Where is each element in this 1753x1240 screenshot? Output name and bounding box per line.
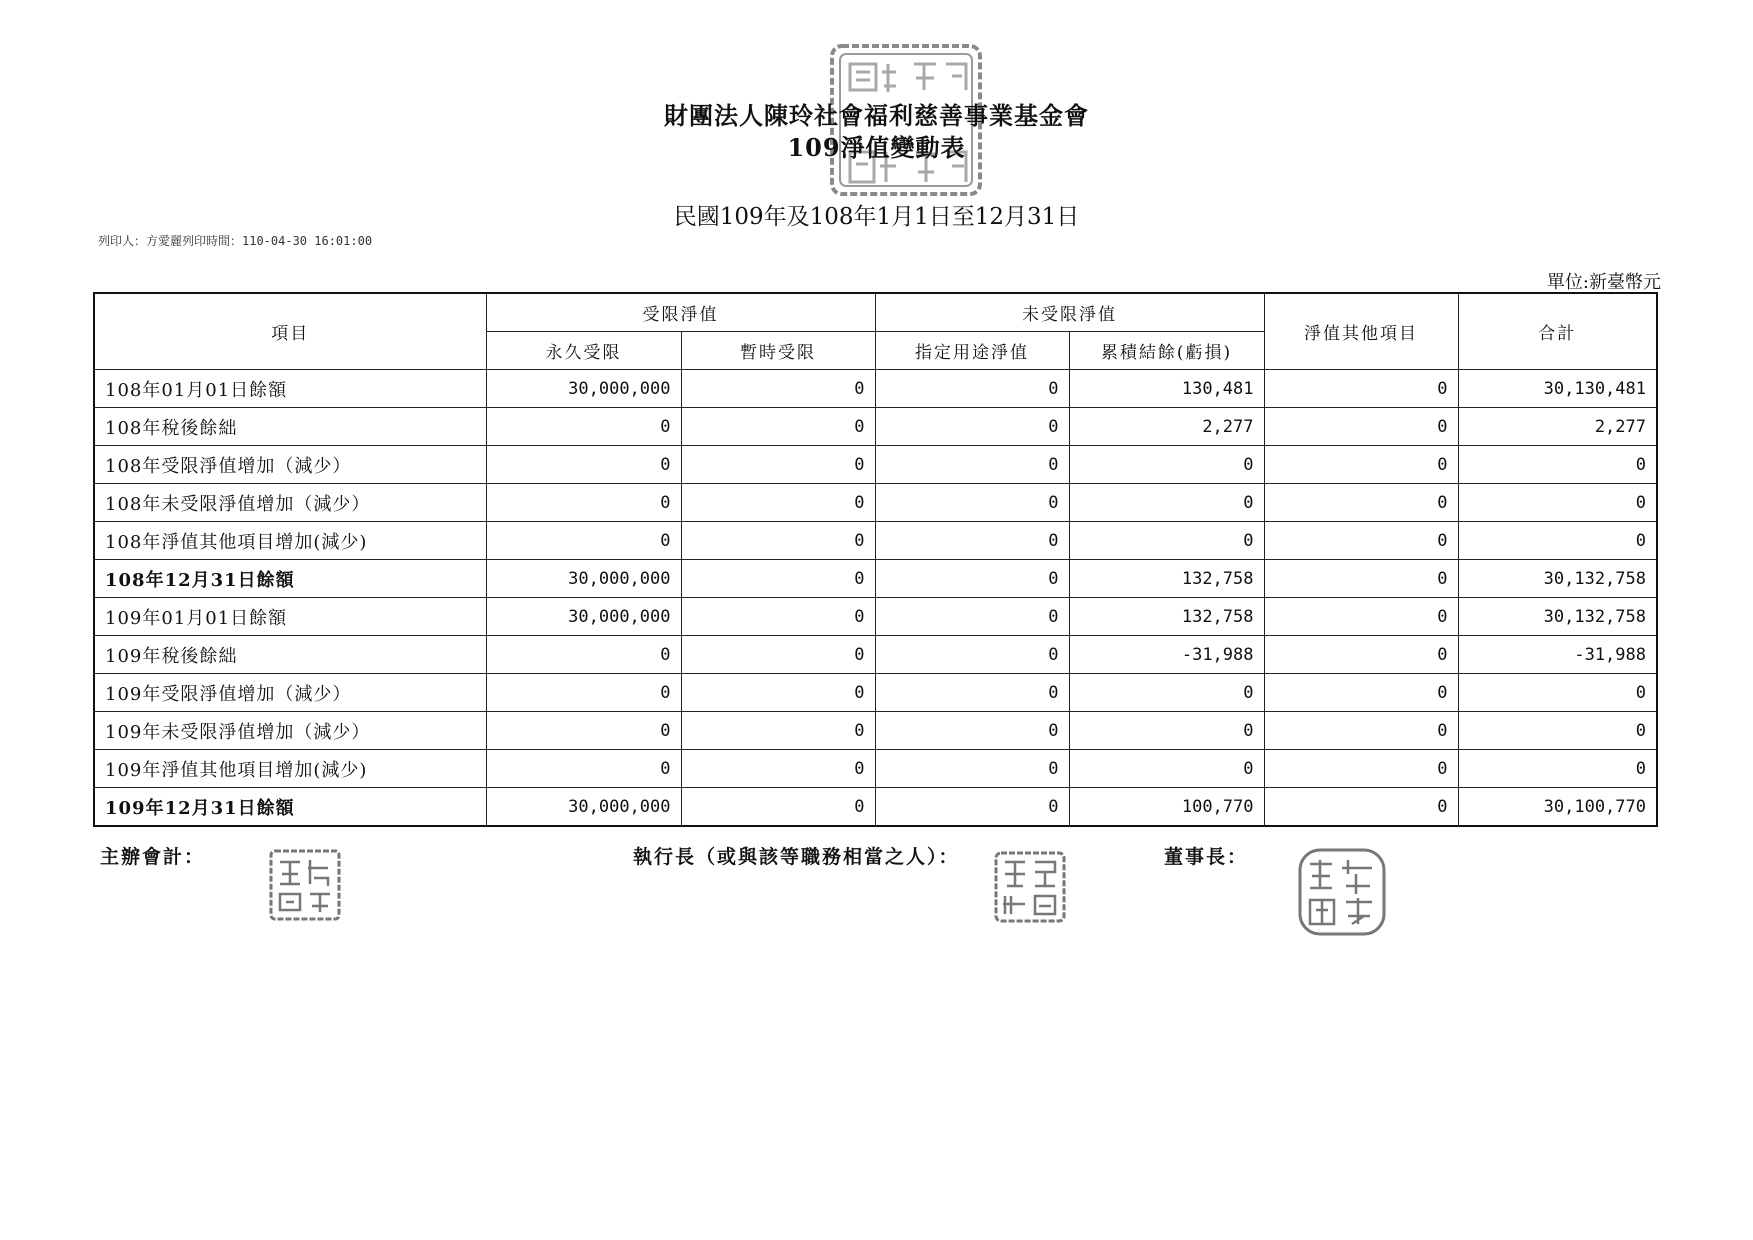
row-label: 108年淨值其他項目增加(減少) [94,522,486,560]
row-label: 108年受限淨值增加（減少） [94,446,486,484]
designated-value: 0 [875,484,1069,522]
total-value: 30,132,758 [1458,598,1657,636]
chairman-seal-stamp [1296,846,1388,938]
table-row [94,446,1657,484]
accumulated-value: 132,758 [1069,560,1264,598]
item-header: 項目 [94,293,486,370]
row-label: 108年01月01日餘額 [94,370,486,408]
other-value: 0 [1264,446,1458,484]
permanent-value: 0 [486,522,681,560]
permanent-value: 0 [486,484,681,522]
row-label: 108年未受限淨值增加（減少） [94,484,486,522]
accumulated-value: 100,770 [1069,788,1264,827]
table-row [94,636,1657,674]
designated-value: 0 [875,788,1069,827]
designated-value: 0 [875,712,1069,750]
accumulated-value: -31,988 [1069,636,1264,674]
accumulated-value: 132,758 [1069,598,1264,636]
total-value: 0 [1458,712,1657,750]
restricted-net-worth-header: 受限淨值 [486,293,875,332]
accountant-seal-stamp [268,848,342,922]
other-value: 0 [1264,484,1458,522]
other-value: 0 [1264,788,1458,827]
accumulated-value: 0 [1069,484,1264,522]
other-value: 0 [1264,712,1458,750]
table-row-balance [94,788,1657,827]
temporary-restricted-header: 暫時受限 [681,332,875,370]
accumulated-value: 130,481 [1069,370,1264,408]
temporary-value: 0 [681,598,875,636]
total-value: 30,100,770 [1458,788,1657,827]
row-label: 109年稅後餘絀 [94,636,486,674]
currency-unit: 單位:新臺幣元 [1546,272,1661,293]
designated-value: 0 [875,522,1069,560]
table-header-row-top [94,293,1657,332]
row-label: 108年12月31日餘額 [94,560,486,598]
row-label: 109年12月31日餘額 [94,788,486,827]
report-period: 民國109年及108年1月1日至12月31日 [673,204,1080,230]
total-value: 2,277 [1458,408,1657,446]
unrestricted-net-worth-header: 未受限淨值 [875,293,1264,332]
other-value: 0 [1264,408,1458,446]
printer-info: 列印人：方愛麗列印時間：110-04-30 16:01:00 [98,234,373,248]
total-value: 0 [1458,674,1657,712]
accumulated-value: 0 [1069,522,1264,560]
designated-value: 0 [875,560,1069,598]
table-row [94,750,1657,788]
accumulated-value: 0 [1069,750,1264,788]
permanent-value: 0 [486,674,681,712]
chairman-signature-label: 董事長： [1164,846,1249,868]
net-worth-change-table [93,292,1658,827]
permanent-value: 30,000,000 [486,560,681,598]
permanent-value: 30,000,000 [486,598,681,636]
table-row-balance [94,560,1657,598]
temporary-value: 0 [681,674,875,712]
other-value: 0 [1264,598,1458,636]
permanent-value: 0 [486,750,681,788]
total-value: 30,130,481 [1458,370,1657,408]
accumulated-value: 0 [1069,674,1264,712]
permanent-value: 0 [486,712,681,750]
other-value: 0 [1264,370,1458,408]
designated-value: 0 [875,636,1069,674]
organization-name: 財團法人陳玲社會福利慈善事業基金會 [664,101,1089,130]
row-label: 108年稅後餘絀 [94,408,486,446]
permanent-value: 0 [486,636,681,674]
temporary-value: 0 [681,484,875,522]
designated-value: 0 [875,370,1069,408]
executive-seal-stamp [993,850,1067,924]
total-value: 0 [1458,484,1657,522]
designated-value: 0 [875,408,1069,446]
accountant-signature-label: 主辦會計： [100,846,206,868]
other-value: 0 [1264,636,1458,674]
other-value: 0 [1264,750,1458,788]
permanent-value: 30,000,000 [486,370,681,408]
temporary-value: 0 [681,560,875,598]
table-row [94,712,1657,750]
accumulated-value: 2,277 [1069,408,1264,446]
temporary-value: 0 [681,522,875,560]
accumulated-value: 0 [1069,712,1264,750]
designated-value: 0 [875,446,1069,484]
row-label: 109年01月01日餘額 [94,598,486,636]
designated-value: 0 [875,750,1069,788]
designated-value: 0 [875,674,1069,712]
permanent-restricted-header: 永久受限 [486,332,681,370]
accumulated-value: 0 [1069,446,1264,484]
total-value: 0 [1458,750,1657,788]
temporary-value: 0 [681,712,875,750]
other-items-header: 淨值其他項目 [1264,293,1458,370]
temporary-value: 0 [681,408,875,446]
designated-net-worth-header: 指定用途淨值 [875,332,1069,370]
temporary-value: 0 [681,636,875,674]
executive-signature-label: 執行長（或與該等職務相當之人）： [633,846,960,868]
accumulated-balance-header: 累積結餘(虧損) [1069,332,1264,370]
permanent-value: 0 [486,408,681,446]
temporary-value: 0 [681,750,875,788]
temporary-value: 0 [681,788,875,827]
total-value: -31,988 [1458,636,1657,674]
total-value: 30,132,758 [1458,560,1657,598]
table-row [94,484,1657,522]
row-label: 109年未受限淨值增加（減少） [94,712,486,750]
other-value: 0 [1264,560,1458,598]
total-header: 合計 [1458,293,1657,370]
temporary-value: 0 [681,370,875,408]
total-value: 0 [1458,522,1657,560]
other-value: 0 [1264,522,1458,560]
row-label: 109年受限淨值增加（減少） [94,674,486,712]
total-value: 0 [1458,446,1657,484]
permanent-value: 30,000,000 [486,788,681,827]
permanent-value: 0 [486,446,681,484]
table-row [94,598,1657,636]
temporary-value: 0 [681,446,875,484]
table-row [94,408,1657,446]
other-value: 0 [1264,674,1458,712]
table-row [94,370,1657,408]
row-label: 109年淨值其他項目增加(減少) [94,750,486,788]
report-title: 109淨值變動表 [787,133,966,162]
table-row [94,522,1657,560]
designated-value: 0 [875,598,1069,636]
table-row [94,674,1657,712]
